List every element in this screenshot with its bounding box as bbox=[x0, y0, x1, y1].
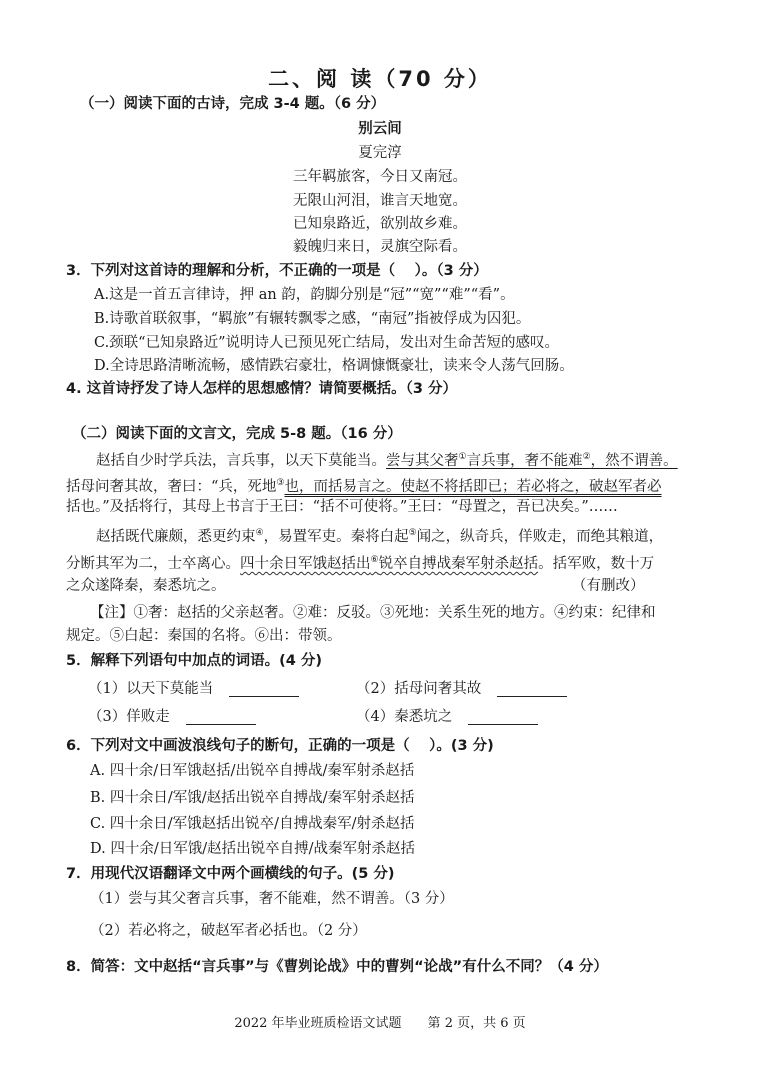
passage-text: ，然不谓善。 bbox=[590, 452, 678, 469]
q5-item bbox=[88, 678, 299, 700]
passage-line-5 bbox=[66, 549, 654, 575]
q7-item: （1）尝与其父奢言兵事，奢不能难，然不谓善。（3 分） bbox=[90, 891, 454, 907]
q3-option-a: A.这是一首五言律诗，押 an 韵，韵脚分别是“冠”“宽”“难”“看”。 bbox=[94, 287, 515, 303]
annotation-note: 规定。⑤白起：秦国的名将。⑥出：带领。 bbox=[66, 628, 342, 644]
q5-item bbox=[356, 678, 567, 700]
question-7-stem: 7．用现代汉语翻译文中两个画横线的句子。(5 分) bbox=[66, 866, 395, 882]
page-footer: 2022 年毕业班质检语文试题 第 2 页，共 6 页 bbox=[234, 1016, 526, 1031]
q5-item-text: （3）佯败走 bbox=[88, 709, 170, 725]
passage-text: 括母问奢其故，奢曰：“兵，死地 bbox=[66, 478, 277, 495]
q5-item bbox=[88, 706, 256, 728]
q6-option-d: D. 四十余/日军饿/赵括出锐卒自搏/战秦军射杀赵括 bbox=[90, 841, 415, 857]
answer-blank[interactable] bbox=[497, 682, 567, 697]
q5-item-text: （2）括母问奢其故 bbox=[356, 681, 482, 697]
q3-option-b: B.诗歌首联叙事，“羁旅”有辗转飘零之感，“南冠”指被俘成为囚犯。 bbox=[94, 311, 531, 327]
question-4: 4. 这首诗抒发了诗人怎样的思想感情？请简要概括。（3 分） bbox=[66, 381, 458, 397]
passage-text: 言兵事，奢不能难 bbox=[466, 452, 583, 469]
underlined-sentence-2: 也，而括易言之。使赵不将括即已；若必将之，破赵军者必 bbox=[284, 478, 662, 495]
poem-line: 毅魄归来日，灵旗空际看。 bbox=[293, 239, 467, 255]
passage-text: 括也。”及括将行，其母上书言于王曰：“括不可使将。”王曰：“母置之，吾已决矣。”…… bbox=[66, 499, 618, 515]
passage-line-2: 括母问奢其故，奢曰：“兵，死地③也，而括易言之。使赵不将括即已；若必将之，破赵军者必 bbox=[66, 478, 662, 495]
question-6-stem: 6．下列对文中画波浪线句子的断句，正确的一项是（ ）。(3 分) bbox=[66, 738, 494, 754]
poem-title: 别云间 bbox=[358, 121, 402, 137]
answer-blank[interactable] bbox=[229, 682, 299, 697]
poem-author: 夏完淳 bbox=[358, 145, 402, 161]
passage-text: 赵括自少时学兵法，言兵事，以天下莫能当。 bbox=[96, 452, 386, 469]
q7-item: （2）若必将之，破赵军者必括也。（2 分） bbox=[90, 923, 367, 939]
q3-option-c: C.颈联“已知泉路近”说明诗人已预见死亡结局，发出对生命苦短的感叹。 bbox=[94, 335, 560, 351]
underlined-sentence-1a: 尝与其父奢①言兵事，奢不能难②，然不谓善。 bbox=[386, 452, 678, 469]
q3-option-d: D.全诗思路清晰流畅，感情跌宕豪壮，格调慷慨豪壮，读来令人荡气回肠。 bbox=[94, 358, 574, 374]
passage-line-4: 赵括既代廉颇，悉更约束④，易置军吏。秦将白起⑤闻之，纵奇兵，佯败走，而绝其粮道， bbox=[96, 528, 664, 545]
source-note: （有删改） bbox=[572, 578, 645, 594]
q6-option-b: B. 四十余日/军饿/赵括出锐卒自搏战/秦军射杀赵括 bbox=[90, 790, 415, 806]
poem-line: 三年羁旅客，今日又南冠。 bbox=[293, 169, 467, 185]
poem-line: 已知泉路近，欲别故乡难。 bbox=[293, 216, 467, 232]
passage-text: 分断其军为二，士卒离心。 bbox=[66, 555, 240, 572]
passage-text: 尝与其父奢 bbox=[386, 452, 459, 469]
q5-item-text: （4）秦悉坑之 bbox=[356, 709, 453, 725]
question-5-stem: 5．解释下列语句中加点的词语。(4 分) bbox=[66, 653, 322, 669]
question-3-stem: 3．下列对这首诗的理解和分析，不正确的一项是（ ）。（3 分） bbox=[66, 263, 488, 279]
q5-item bbox=[356, 706, 538, 728]
q5-item-text: （1）以天下莫能当 bbox=[88, 681, 214, 697]
section-title: 二、阅 读（70 分） bbox=[268, 67, 492, 91]
annotation-note: 【注】①奢：赵括的父亲赵奢。②难：反驳。③死地：关系生死的地方。④约束：纪律和 bbox=[90, 605, 656, 621]
q6-option-a: A. 四十余/日军饿赵括/出锐卒自搏战/秦军射杀赵括 bbox=[90, 763, 415, 779]
passage-text: ，易置军吏。秦将白起 bbox=[263, 528, 409, 545]
answer-blank[interactable] bbox=[186, 710, 256, 725]
part1-heading: （一）阅读下面的古诗，完成 3-4 题。（6 分） bbox=[80, 96, 386, 112]
answer-blank[interactable] bbox=[468, 710, 538, 725]
q6-option-c: C. 四十余日/军饿赵括出锐卒/自搏战秦军/射杀赵括 bbox=[90, 816, 415, 832]
passage-text: 闻之，纵奇兵，佯败走，而绝其粮道， bbox=[416, 528, 664, 545]
poem-line: 无限山河泪，谁言天地宽。 bbox=[293, 193, 467, 209]
wavy-sentence: 四十余日军饿赵括出⑥锐卒自搏战秦军射杀赵括 bbox=[240, 555, 539, 572]
passage-text: 。括军败，数十万 bbox=[538, 555, 655, 572]
passage-line-6: 之众遂降秦，秦悉坑之。 bbox=[66, 578, 226, 594]
passage-line-1 bbox=[96, 446, 678, 472]
passage-text: 四十余日军饿赵括出 bbox=[240, 555, 371, 572]
passage-text: 赵括既代廉颇，悉更约束 bbox=[96, 528, 256, 545]
passage-text: 锐卒自搏战秦军射杀赵括 bbox=[378, 555, 539, 572]
part2-heading: （二）阅读下面的文言文，完成 5-8 题。（16 分） bbox=[72, 426, 402, 442]
passage-line-3 bbox=[66, 496, 618, 518]
question-8: 8．简答：文中赵括“言兵事”与《曹刿论战》中的曹刿“论战”有什么不同？（4 分） bbox=[66, 959, 608, 975]
